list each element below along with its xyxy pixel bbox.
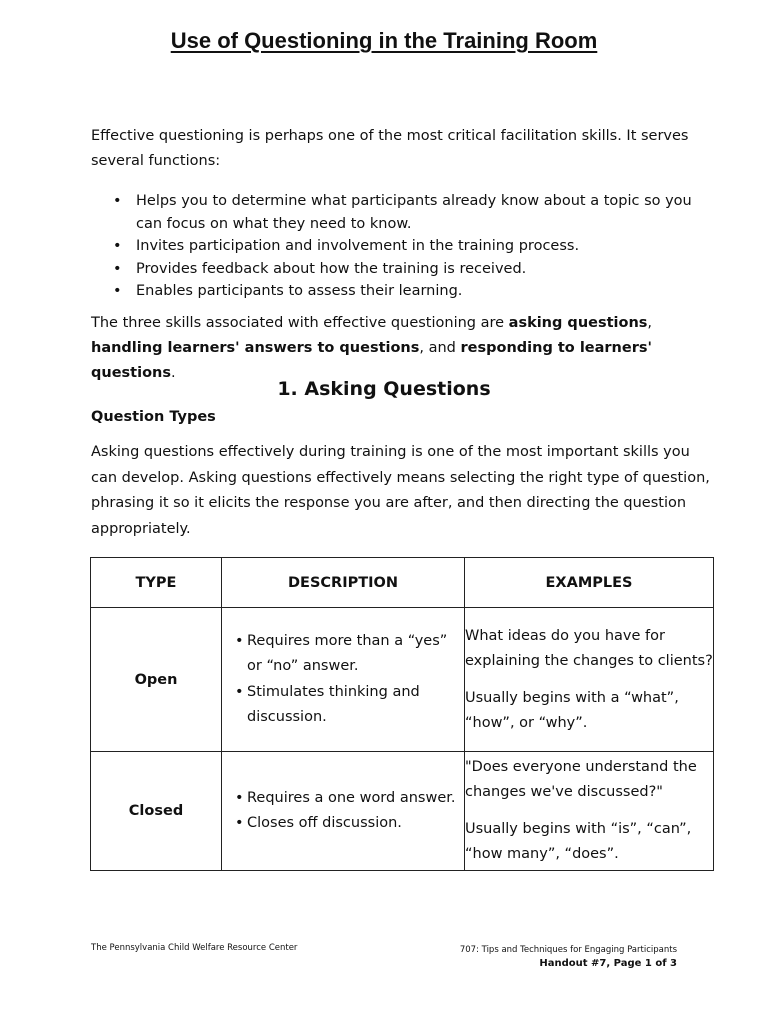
begins-text: Usually begins with “is”, “can”, “how many”, “does”. <box>465 821 692 862</box>
functions-list <box>113 190 693 303</box>
description-cell <box>222 608 465 752</box>
footer-handout: Handout #7, Page 1 of 3 <box>539 958 677 969</box>
intro-paragraph: Effective questioning is perhaps one of the most critical facilitation skills. It serves several functions: <box>91 128 689 169</box>
example-text: What ideas do you have for explaining the changes to clients? <box>465 627 713 669</box>
type-cell: Open <box>91 608 222 752</box>
subheading: Question Types <box>91 409 216 425</box>
skill-responding: responding to learners' questions <box>91 340 652 381</box>
header-type: TYPE <box>91 558 222 608</box>
table-row <box>91 608 714 752</box>
description-cell <box>222 752 465 871</box>
list-item: • Enables participants to assess their learning. <box>113 280 693 303</box>
footer-organization: The Pennsylvania Child Welfare Resource Center <box>91 943 298 953</box>
description-item: • Requires a one word answer. <box>235 786 464 812</box>
description-item: • Stimulates thinking and discussion. <box>235 680 464 731</box>
examples-cell <box>465 752 714 871</box>
body-paragraph: Asking questions effectively during training is one of the most important skills you can develop. Asking questions effectively means selecting the right type of question, phrasing it so it elicits the response you are after, and then directing the question appropriately. <box>91 444 710 537</box>
header-description: DESCRIPTION <box>222 558 465 608</box>
examples-cell <box>465 608 714 752</box>
skill-handling: handling learners' answers to questions <box>91 340 420 356</box>
footer-course: 707: Tips and Techniques for Engaging Participants <box>459 945 677 955</box>
section-heading: 1. Asking Questions <box>277 378 491 400</box>
example-text: "Does everyone understand the changes we've discussed?" <box>465 759 697 800</box>
question-types-table <box>90 557 714 871</box>
header-examples: EXAMPLES <box>465 558 714 608</box>
footer-info <box>460 943 677 971</box>
description-item: • Closes off discussion. <box>235 811 464 837</box>
table-header-row <box>91 558 714 608</box>
table-row <box>91 752 714 871</box>
list-item: • Helps you to determine what participants already know about a topic so you can focus on what they need to know. <box>113 190 693 235</box>
type-cell: Closed <box>91 752 222 871</box>
skill-asking: asking questions <box>508 315 648 331</box>
description-item: • Requires more than a “yes” or “no” answer. <box>235 629 464 680</box>
begins-text: Usually begins with a “what”, “how”, or “why”. <box>465 689 679 731</box>
skills-paragraph: The three skills associated with effective questioning are asking questions, handling learners' answers to questions, and responding to learners' questions. <box>91 315 653 381</box>
list-item: • Provides feedback about how the training is received. <box>113 258 693 281</box>
list-item: • Invites participation and involvement in the training process. <box>113 235 693 258</box>
page-title: Use of Questioning in the Training Room <box>170 28 598 53</box>
